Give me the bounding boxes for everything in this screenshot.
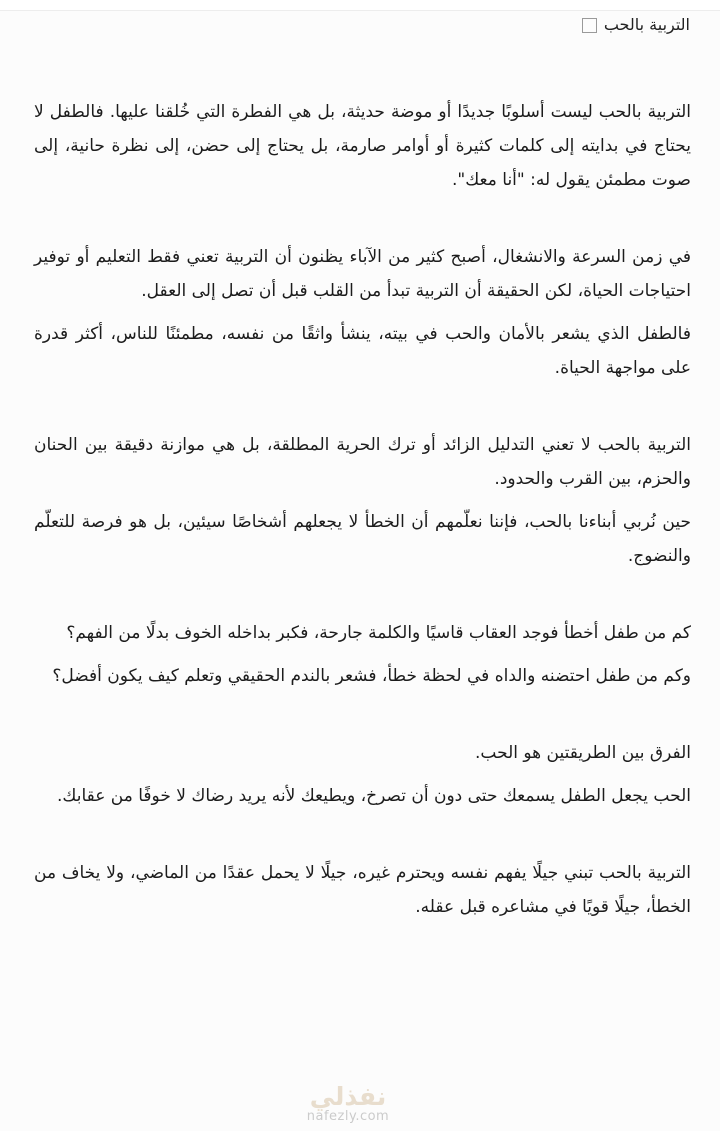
text-section-conclusion — [34, 856, 691, 924]
document-title — [582, 14, 690, 35]
watermark-site-url: nafezly.com — [306, 1109, 390, 1124]
paragraph: الحب يجعل الطفل يسمعك حتى دون أن تصرخ، ويطيعك لأنه يريد رضاك لا خوفًا من عقابك. — [57, 786, 691, 806]
paragraph: التربية بالحب لا تعني التدليل الزائد أو ترك الحرية المطلقة، بل هي موازنة دقيقة بين الحنان والحزم، بين القرب والحدود. — [34, 435, 691, 489]
title-text: التربية بالحب — [603, 15, 690, 34]
paragraph: التربية بالحب تبني جيلًا يفهم نفسه ويحترم غيره، جيلًا لا يحمل عقدًا من الماضي، ولا يخاف من الخطأ، جيلًا قويًا في مشاعره قبل عقله. — [34, 863, 691, 917]
page-top-edge — [0, 0, 720, 11]
text-section-difference — [34, 736, 691, 813]
paragraph: في زمن السرعة والانشغال، أصبح كثير من الآباء يظنون أن التربية تعني فقط التعليم أو توفير احتياجات الحياة، لكن الحقيقة أن التربية تبدأ من القلب قبل أن تصل إلى العقل. — [34, 247, 691, 301]
document-body — [0, 95, 720, 924]
paragraph: حين نُربي أبناءنا بالحب، فإننا نعلّمهم أن الخطأ لا يجعلهم أشخاصًا سيئين، بل هو فرصة للتعلّم والنضوج. — [34, 512, 691, 566]
nafezly-logo: نفذلي — [309, 1082, 387, 1111]
text-section-questions — [34, 616, 691, 693]
text-section-busy-times — [34, 240, 691, 385]
paragraph: فالطفل الذي يشعر بالأمان والحب في بيته، ينشأ واثقًا من نفسه، مطمئنًا للناس، أكثر قدرة على مواجهة الحياة. — [34, 324, 691, 378]
paragraph: التربية بالحب ليست أسلوبًا جديدًا أو موضة حديثة، بل هي الفطرة التي خُلقنا عليها. فالطفل لا يحتاج في بدايته إلى كلمات كثيرة أو أوامر صارمة، بل يحتاج إلى حضن، إلى نظرة حانية، إلى صوت مطمئن يقول له: "أنا معك". — [34, 102, 691, 190]
paragraph: وكم من طفل احتضنه والداه في لحظة خطأ، فشعر بالندم الحقيقي وتعلم كيف يكون أفضل؟ — [52, 666, 691, 686]
missing-glyph-box-icon — [582, 18, 597, 33]
text-section-balance — [34, 428, 691, 573]
paragraph: الفرق بين الطريقتين هو الحب. — [475, 743, 691, 763]
text-section-intro — [34, 95, 691, 197]
paragraph: كم من طفل أخطأ فوجد العقاب قاسيًا والكلمة جارحة، فكبر بداخله الخوف بدلًا من الفهم؟ — [66, 623, 691, 643]
document-header — [0, 11, 720, 35]
watermark — [296, 1084, 400, 1124]
